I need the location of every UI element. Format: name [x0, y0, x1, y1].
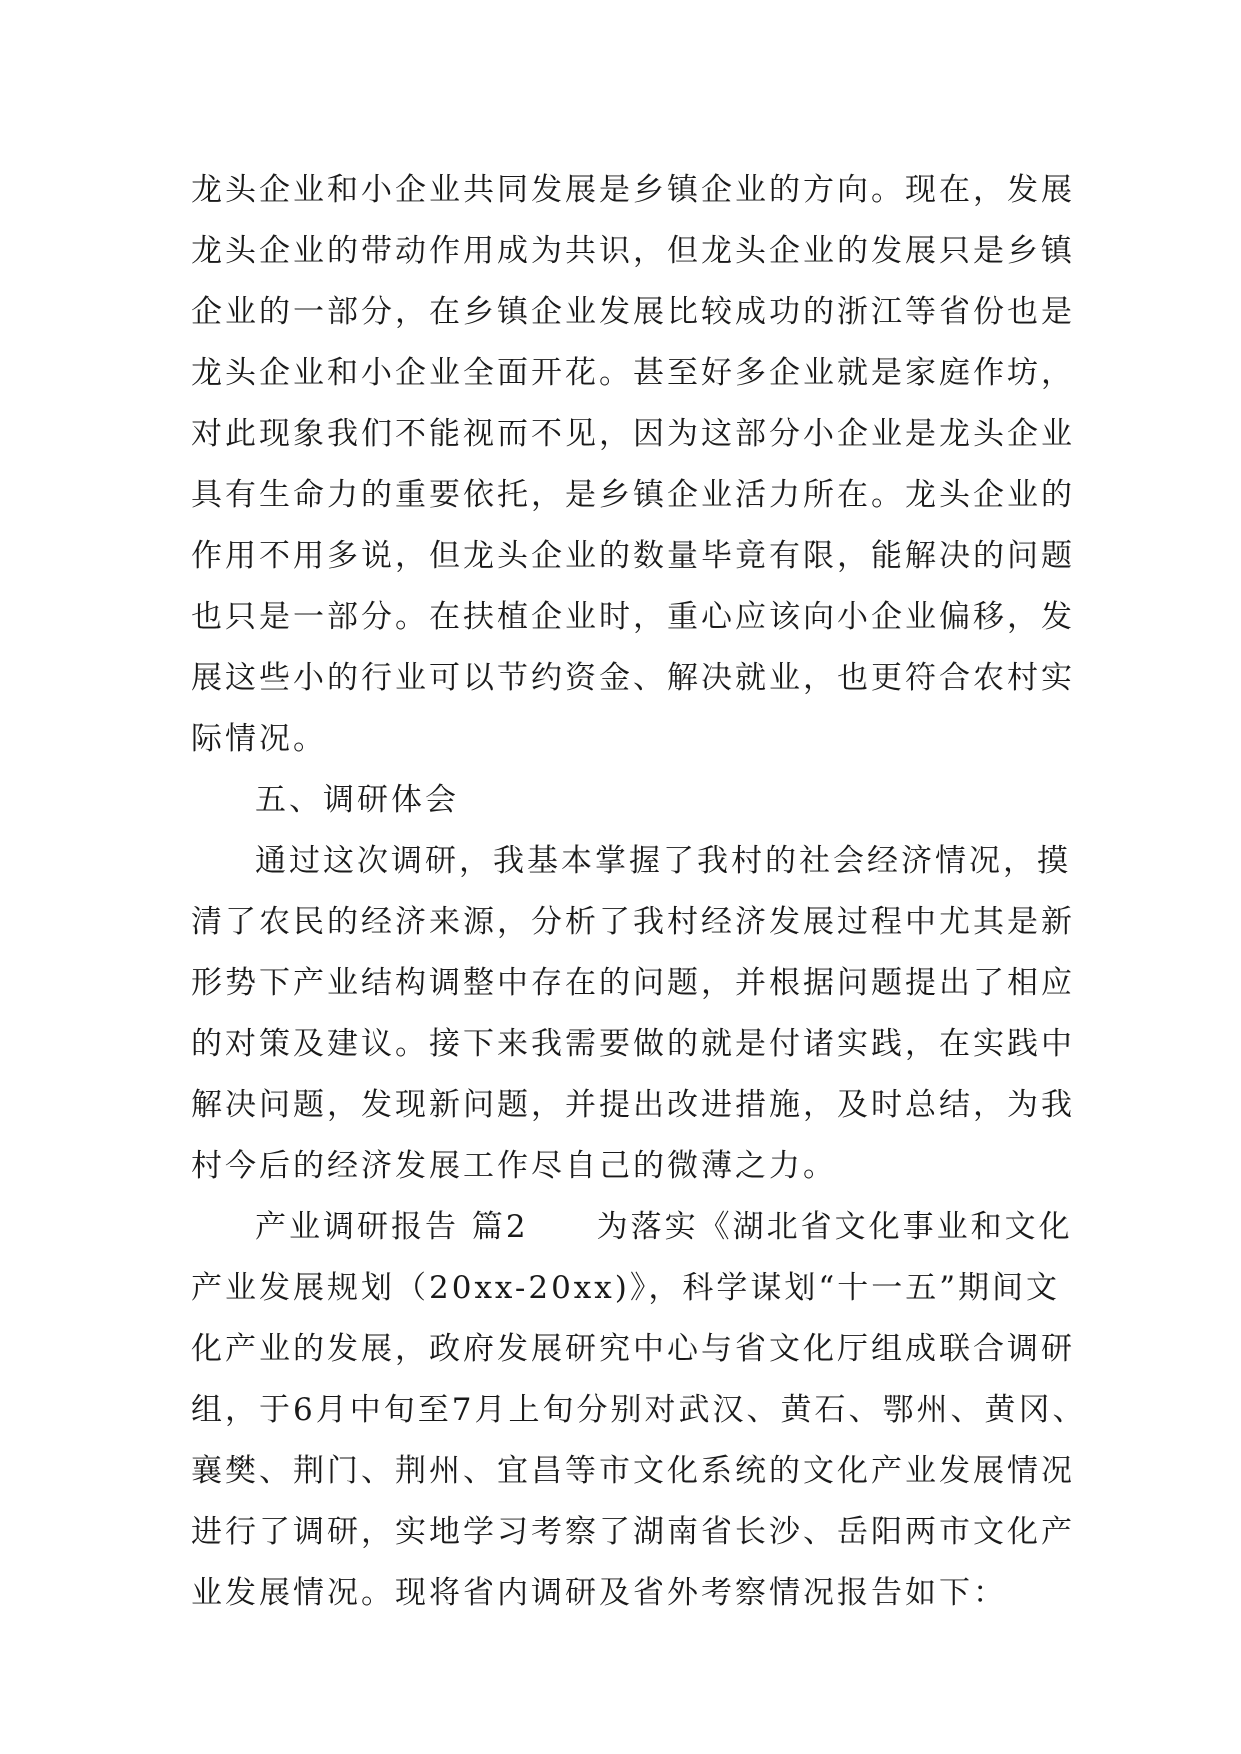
paragraph-line: 的对策及建议。接下来我需要做的就是付诸实践，在实践中	[191, 1026, 1075, 1062]
paragraph-line: 龙头企业的带动作用成为共识，但龙头企业的发展只是乡镇	[191, 233, 1075, 269]
paragraph-line: 业发展情况。现将省内调研及省外考察情况报告如下：	[191, 1575, 1007, 1611]
paragraph-line: 形势下产业结构调整中存在的问题，并根据问题提出了相应	[191, 965, 1075, 1001]
paragraph-line: 襄樊、荆门、荆州、宜昌等市文化系统的文化产业发展情况	[191, 1453, 1075, 1489]
paragraph-line: 村今后的经济发展工作尽自己的微薄之力。	[191, 1148, 837, 1184]
paragraph-line: 龙头企业和小企业共同发展是乡镇企业的方向。现在，发展	[191, 172, 1075, 208]
paragraph-line: 解决问题，发现新问题，并提出改进措施，及时总结，为我	[191, 1087, 1075, 1123]
paragraph-line: 龙头企业和小企业全面开花。甚至好多企业就是家庭作坊，	[191, 355, 1075, 391]
paragraph-line: 际情况。	[191, 721, 327, 757]
paragraph-line: 对此现象我们不能视而不见，因为这部分小企业是龙头企业	[191, 416, 1075, 452]
paragraph-line: 也只是一部分。在扶植企业时，重心应该向小企业偏移，发	[191, 599, 1075, 635]
paragraph-line: 组，于6月中旬至7月上旬分别对武汉、黄石、鄂州、黄冈、	[191, 1392, 1087, 1428]
paragraph-line: 化产业的发展，政府发展研究中心与省文化厅组成联合调研	[191, 1331, 1075, 1367]
paragraph-line: 产业发展规划（20xx-20xx)》，科学谋划“十一五”期间文	[191, 1270, 1061, 1306]
paragraph-line: 产业调研报告 篇2 为落实《湖北省文化事业和文化	[255, 1209, 1073, 1245]
paragraph-line: 企业的一部分，在乡镇企业发展比较成功的浙江等省份也是	[191, 294, 1075, 330]
paragraph-line: 进行了调研，实地学习考察了湖南省长沙、岳阳两市文化产	[191, 1514, 1075, 1550]
paragraph-line: 作用不用多说，但龙头企业的数量毕竟有限，能解决的问题	[191, 538, 1075, 574]
paragraph-line: 具有生命力的重要依托，是乡镇企业活力所在。龙头企业的	[191, 477, 1075, 513]
section-heading: 五、调研体会	[255, 782, 459, 818]
paragraph-line: 清了农民的经济来源，分析了我村经济发展过程中尤其是新	[191, 904, 1075, 940]
paragraph-line: 展这些小的行业可以节约资金、解决就业，也更符合农村实	[191, 660, 1075, 696]
paragraph-line: 通过这次调研，我基本掌握了我村的社会经济情况，摸	[255, 843, 1071, 879]
